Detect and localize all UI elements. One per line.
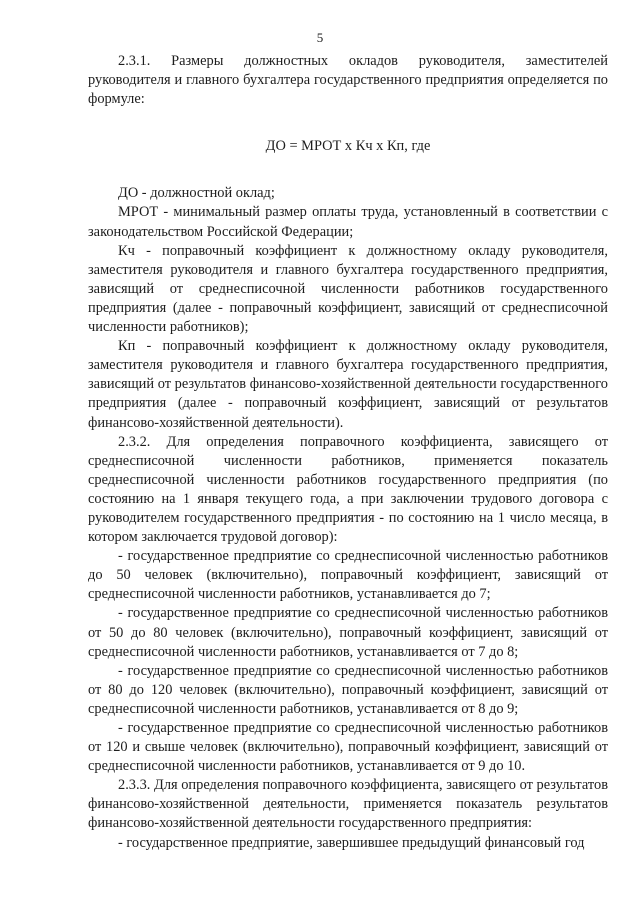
definition-kp: Кп - поправочный коэффициент к должностному окладу руководителя, заместителя руководителя и главного бухгалтера государственного предприятия, зависящий от результатов финансово-хозяйственной деятельности государственного предприятия (далее - поправочный коэффициент, зависящий от результатов финансово-хозяйственной деятельности). <box>88 338 608 431</box>
salary-formula: ДО = МРОТ х Кч х Кп, где <box>265 138 431 155</box>
document-body <box>88 52 608 853</box>
list-item-up-to-50: - государственное предприятие со среднесписочной численностью работников до 50 человек (включительно), поправочный коэффициент, зависящий от среднесписочной численности работников, устанавливается до 7; <box>88 548 608 603</box>
page-number: 5 <box>316 30 324 45</box>
clause-2-3-1: 2.3.1. Размеры должностных окладов руководителя, заместителей руководителя и главного бухгалтера государственного предприятия определяется по формуле: <box>88 53 608 108</box>
definition-kch: Кч - поправочный коэффициент к должностному окладу руководителя, заместителя руководителя и главного бухгалтера государственного предприятия, зависящий от среднесписочной численности работников государственного предприятия (далее - поправочный коэффициент, зависящий от среднесписочной численности работников); <box>88 242 608 336</box>
list-item-80-120: - государственное предприятие со среднесписочной численностью работников от 80 до 120 человек (включительно), поправочный коэффициент, зависящий от среднесписочной численности работников, устанавливается от 8 до 9; <box>88 662 608 717</box>
list-item-completed-year: - государственное предприятие, завершившее предыдущий финансовый год <box>118 834 585 851</box>
clause-2-3-2: 2.3.2. Для определения поправочного коэффициента, зависящего от среднесписочной численности работников, применяется показатель среднесписочной численности работников государственного предприятия (по состоянию на 1 января текущего года, а при заключении трудового договора с руководителем государственного предприятия - по состоянию на 1 число месяца, в котором заключается трудовой договор): <box>88 433 608 546</box>
list-item-50-80: - государственное предприятие со среднесписочной численностью работников от 50 до 80 человек (включительно), поправочный коэффициент, зависящий от среднесписочной численности работников, устанавливается от 7 до 8; <box>88 605 608 660</box>
list-item-120-plus: - государственное предприятие со среднесписочной численностью работников от 120 и свыше человек (включительно), поправочный коэффициент, зависящий от среднесписочной численности работников, устанавливается от 9 до 10. <box>88 720 608 775</box>
definition-mrot: МРОТ - минимальный размер оплаты труда, установленный в соответствии с законодательством Российской Федерации; <box>88 204 608 240</box>
clause-2-3-3: 2.3.3. Для определения поправочного коэффициента, зависящего от результатов финансово-хозяйственной деятельности, применяется показатель результатов финансово-хозяйственной деятельности государственного предприятия: <box>88 777 608 832</box>
definition-do: ДО - должностной оклад; <box>118 185 275 202</box>
